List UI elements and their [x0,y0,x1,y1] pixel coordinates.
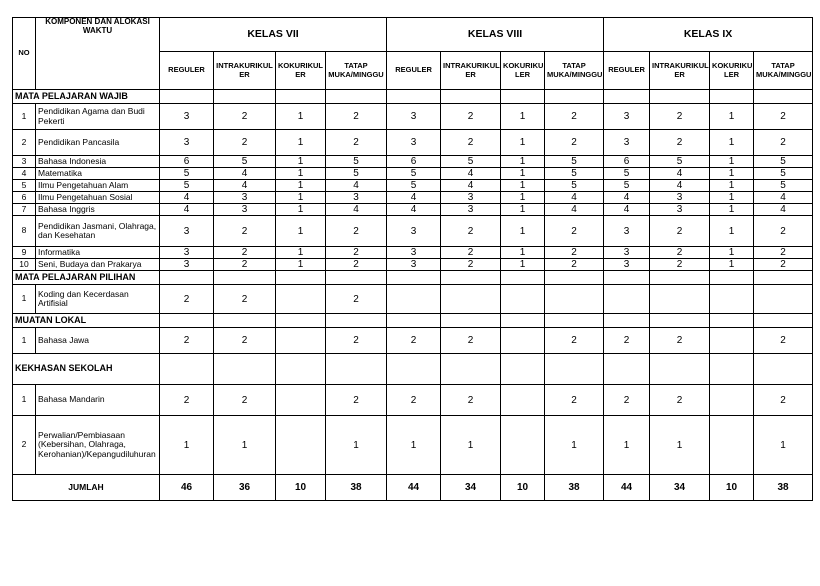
hours-cell: 3 [387,130,441,156]
row-number: 4 [13,168,36,180]
header-sub-1: INTRAKURIKUL ER [214,52,276,90]
header-kelas-viii: KELAS VIII [387,18,604,52]
header-komponen: KOMPONEN DAN ALOKASI WAKTU [36,18,160,90]
section-empty-cell [214,90,276,104]
section-empty-cell [710,354,754,385]
section-empty-cell [604,314,650,328]
total-label: JUMLAH [13,475,160,501]
hours-cell: 2 [754,328,813,354]
hours-cell: 1 [501,216,545,247]
hours-cell [710,385,754,416]
hours-cell: 4 [326,180,387,192]
hours-cell: 2 [326,216,387,247]
subject-name: Bahasa Inggris [36,204,160,216]
hours-cell: 1 [545,416,604,475]
hours-cell: 1 [710,180,754,192]
hours-cell [501,416,545,475]
hours-cell: 1 [501,247,545,259]
table-row [13,247,813,259]
subject-name: Bahasa Mandarin [36,385,160,416]
hours-cell: 2 [650,104,710,130]
hours-cell: 3 [650,192,710,204]
section-label: MATA PELAJARAN WAJIB [13,90,160,104]
section-empty-cell [160,90,214,104]
row-number: 10 [13,259,36,271]
total-cell: 36 [214,475,276,501]
section-empty-cell [710,271,754,285]
subject-name: Pendidikan Jasmani, Olahraga, dan Kesehatan [36,216,160,247]
table-row [13,259,813,271]
hours-cell: 2 [545,104,604,130]
table-row [13,168,813,180]
subject-name: Pendidikan Pancasila [36,130,160,156]
section-empty-cell [326,271,387,285]
hours-cell: 1 [710,259,754,271]
table-row [13,385,813,416]
hours-cell: 1 [276,104,326,130]
hours-cell: 5 [754,156,813,168]
header-no: NO [13,18,36,90]
hours-cell: 5 [545,168,604,180]
hours-cell: 2 [545,259,604,271]
hours-cell: 1 [501,168,545,180]
hours-cell: 3 [650,204,710,216]
section-empty-cell [160,354,214,385]
total-cell: 34 [650,475,710,501]
curriculum-table [12,17,813,501]
hours-cell: 1 [710,192,754,204]
hours-cell: 4 [326,204,387,216]
row-number: 1 [13,104,36,130]
section-empty-cell [650,271,710,285]
hours-cell: 3 [214,192,276,204]
hours-cell: 2 [214,285,276,314]
section-row [13,90,813,104]
hours-cell: 2 [214,130,276,156]
section-empty-cell [160,314,214,328]
hours-cell: 2 [160,285,214,314]
section-empty-cell [214,314,276,328]
row-number: 1 [13,385,36,416]
section-empty-cell [387,314,441,328]
section-empty-cell [501,90,545,104]
section-empty-cell [387,354,441,385]
section-row [13,314,813,328]
hours-cell: 2 [545,247,604,259]
hours-cell [441,285,501,314]
section-empty-cell [545,271,604,285]
hours-cell: 6 [604,156,650,168]
hours-cell [276,328,326,354]
section-empty-cell [754,271,813,285]
header-sub-3: TATAP MUKA/MINGGU [326,52,387,90]
total-cell: 10 [276,475,326,501]
hours-cell [650,285,710,314]
hours-cell: 1 [710,247,754,259]
hours-cell: 2 [326,130,387,156]
subject-name: Informatika [36,247,160,259]
hours-cell: 3 [387,259,441,271]
hours-cell: 2 [214,385,276,416]
hours-cell: 5 [326,168,387,180]
hours-cell: 2 [326,104,387,130]
table-row [13,192,813,204]
header-sub-9: INTRAKURIKUL ER [650,52,710,90]
row-number: 9 [13,247,36,259]
hours-cell: 4 [160,192,214,204]
hours-cell: 3 [441,192,501,204]
table-row [13,180,813,192]
hours-cell [710,416,754,475]
hours-cell: 5 [545,180,604,192]
hours-cell: 2 [326,328,387,354]
header-sub-0: REGULER [160,52,214,90]
hours-cell: 2 [545,385,604,416]
hours-cell: 2 [214,104,276,130]
subject-name: Ilmu Pengetahuan Sosial [36,192,160,204]
header-sub-4: REGULER [387,52,441,90]
row-number: 3 [13,156,36,168]
hours-cell: 3 [387,247,441,259]
header-kelas-ix: KELAS IX [604,18,813,52]
header-sub-2: KOKURIKUL ER [276,52,326,90]
row-number: 2 [13,416,36,475]
hours-cell: 1 [160,416,214,475]
header-sub-5: INTRAKURIKUL ER [441,52,501,90]
hours-cell: 2 [604,385,650,416]
hours-cell: 2 [326,259,387,271]
hours-cell: 3 [604,130,650,156]
hours-cell: 2 [754,130,813,156]
section-empty-cell [387,271,441,285]
hours-cell: 4 [545,204,604,216]
hours-cell: 2 [160,328,214,354]
row-number: 8 [13,216,36,247]
section-label: MATA PELAJARAN PILIHAN [13,271,160,285]
hours-cell: 3 [604,216,650,247]
hours-cell: 1 [276,216,326,247]
row-number: 1 [13,328,36,354]
hours-cell: 1 [276,156,326,168]
table-row [13,104,813,130]
section-empty-cell [650,90,710,104]
hours-cell: 4 [387,204,441,216]
hours-cell: 2 [604,328,650,354]
section-empty-cell [326,90,387,104]
hours-cell: 3 [441,204,501,216]
hours-cell: 1 [501,130,545,156]
section-empty-cell [710,90,754,104]
hours-cell: 3 [160,259,214,271]
subject-name: Bahasa Indonesia [36,156,160,168]
header-kelas-vii: KELAS VII [160,18,387,52]
hours-cell [501,285,545,314]
total-cell: 38 [754,475,813,501]
hours-cell: 5 [326,156,387,168]
hours-cell: 2 [214,216,276,247]
hours-cell: 5 [754,168,813,180]
hours-cell: 2 [214,247,276,259]
header-sub-8: REGULER [604,52,650,90]
section-empty-cell [441,90,501,104]
total-cell: 34 [441,475,501,501]
hours-cell: 5 [387,168,441,180]
hours-cell: 5 [604,168,650,180]
hours-cell: 4 [160,204,214,216]
header-row-kelas [13,18,813,52]
section-empty-cell [214,271,276,285]
hours-cell: 1 [650,416,710,475]
hours-cell: 4 [650,180,710,192]
hours-cell: 2 [650,385,710,416]
hours-cell: 3 [326,192,387,204]
section-empty-cell [501,314,545,328]
hours-cell: 1 [710,204,754,216]
table-row [13,130,813,156]
hours-cell: 4 [650,168,710,180]
total-cell: 44 [604,475,650,501]
hours-cell: 1 [501,104,545,130]
section-row [13,354,813,385]
section-empty-cell [604,354,650,385]
section-empty-cell [545,354,604,385]
hours-cell: 2 [441,259,501,271]
subject-name: Perwalian/Pembiasaan (Kebersihan, Olahraga, Kerohanian)/Kepangudiluhuran [36,416,160,475]
hours-cell: 1 [604,416,650,475]
section-empty-cell [650,314,710,328]
hours-cell: 4 [387,192,441,204]
hours-cell: 2 [214,259,276,271]
hours-cell: 5 [160,168,214,180]
row-number: 5 [13,180,36,192]
row-number: 7 [13,204,36,216]
hours-cell: 2 [326,285,387,314]
hours-cell: 2 [441,104,501,130]
hours-cell: 1 [276,204,326,216]
subject-name: Pendidikan Agama dan Budi Pekerti [36,104,160,130]
section-label: KEKHASAN SEKOLAH [13,354,160,385]
hours-cell: 1 [710,104,754,130]
hours-cell [387,285,441,314]
section-empty-cell [710,314,754,328]
hours-cell: 1 [441,416,501,475]
hours-cell: 1 [276,168,326,180]
hours-cell: 2 [754,259,813,271]
hours-cell: 2 [650,328,710,354]
header-sub-10: KOKURIKU LER [710,52,754,90]
total-cell: 38 [545,475,604,501]
row-number: 1 [13,285,36,314]
section-empty-cell [214,354,276,385]
hours-cell: 2 [441,247,501,259]
total-cell: 38 [326,475,387,501]
hours-cell: 5 [160,180,214,192]
hours-cell: 3 [160,104,214,130]
total-row [13,475,813,501]
hours-cell: 2 [545,216,604,247]
hours-cell: 4 [754,192,813,204]
hours-cell: 2 [650,247,710,259]
hours-cell: 4 [754,204,813,216]
hours-cell: 2 [754,385,813,416]
hours-cell: 5 [441,156,501,168]
hours-cell: 3 [160,130,214,156]
section-empty-cell [326,314,387,328]
section-empty-cell [501,271,545,285]
hours-cell: 6 [160,156,214,168]
section-empty-cell [754,90,813,104]
hours-cell: 6 [387,156,441,168]
section-empty-cell [604,271,650,285]
hours-cell [501,328,545,354]
hours-cell: 2 [214,328,276,354]
section-empty-cell [441,354,501,385]
hours-cell: 1 [276,130,326,156]
hours-cell [276,385,326,416]
row-number: 2 [13,130,36,156]
hours-cell: 3 [160,247,214,259]
hours-cell: 1 [710,130,754,156]
hours-cell: 2 [650,216,710,247]
hours-cell [754,285,813,314]
hours-cell: 4 [441,168,501,180]
hours-cell: 1 [276,247,326,259]
hours-cell [710,328,754,354]
hours-cell: 1 [710,156,754,168]
hours-cell: 5 [545,156,604,168]
hours-cell: 1 [214,416,276,475]
hours-cell [545,285,604,314]
section-empty-cell [754,354,813,385]
hours-cell: 2 [545,130,604,156]
hours-cell: 2 [441,130,501,156]
table-row [13,416,813,475]
section-empty-cell [326,354,387,385]
section-empty-cell [650,354,710,385]
section-empty-cell [604,90,650,104]
section-empty-cell [545,314,604,328]
subject-name: Koding dan Kecerdasan Artifisial [36,285,160,314]
hours-cell: 4 [214,168,276,180]
hours-cell: 4 [441,180,501,192]
hours-cell: 1 [501,180,545,192]
section-empty-cell [276,314,326,328]
section-empty-cell [441,314,501,328]
hours-cell: 5 [754,180,813,192]
hours-cell: 2 [650,259,710,271]
hours-cell: 1 [501,204,545,216]
section-label: MUATAN LOKAL [13,314,160,328]
section-empty-cell [276,271,326,285]
total-cell: 46 [160,475,214,501]
header-sub-6: KOKURIKU LER [501,52,545,90]
hours-cell [501,385,545,416]
hours-cell: 1 [276,180,326,192]
hours-cell [276,285,326,314]
header-sub-7: TATAP MUKA/MINGGU [545,52,604,90]
hours-cell: 5 [387,180,441,192]
table-row [13,204,813,216]
hours-cell: 2 [387,328,441,354]
hours-cell: 2 [754,216,813,247]
hours-cell: 5 [604,180,650,192]
hours-cell: 1 [710,216,754,247]
hours-cell: 2 [754,104,813,130]
subject-name: Bahasa Jawa [36,328,160,354]
hours-cell: 1 [501,259,545,271]
section-empty-cell [754,314,813,328]
hours-cell: 1 [387,416,441,475]
table-row [13,285,813,314]
subject-name: Matematika [36,168,160,180]
hours-cell: 1 [276,192,326,204]
hours-cell: 2 [326,247,387,259]
section-empty-cell [545,90,604,104]
hours-cell: 2 [441,216,501,247]
table-row [13,216,813,247]
hours-cell: 2 [754,247,813,259]
hours-cell [276,416,326,475]
table-row [13,328,813,354]
subject-name: Ilmu Pengetahuan Alam [36,180,160,192]
hours-cell: 3 [387,216,441,247]
hours-cell: 3 [604,104,650,130]
hours-cell [604,285,650,314]
section-empty-cell [276,90,326,104]
total-cell: 10 [710,475,754,501]
hours-cell: 3 [160,216,214,247]
subject-name: Seni, Budaya dan Prakarya [36,259,160,271]
hours-cell: 2 [545,328,604,354]
section-empty-cell [160,271,214,285]
hours-cell: 4 [604,204,650,216]
hours-cell: 1 [276,259,326,271]
hours-cell: 3 [604,259,650,271]
row-number: 6 [13,192,36,204]
hours-cell: 2 [387,385,441,416]
header-sub-11: TATAP MUKA/MINGGU [754,52,813,90]
total-cell: 10 [501,475,545,501]
hours-cell: 4 [604,192,650,204]
hours-cell: 1 [501,156,545,168]
total-cell: 44 [387,475,441,501]
section-empty-cell [276,354,326,385]
hours-cell: 1 [326,416,387,475]
hours-cell: 2 [160,385,214,416]
hours-cell: 2 [441,385,501,416]
hours-cell: 5 [650,156,710,168]
section-empty-cell [441,271,501,285]
section-row [13,271,813,285]
hours-cell: 3 [214,204,276,216]
hours-cell: 2 [650,130,710,156]
hours-cell: 1 [754,416,813,475]
hours-cell [710,285,754,314]
section-empty-cell [501,354,545,385]
hours-cell: 3 [387,104,441,130]
hours-cell: 1 [710,168,754,180]
hours-cell: 1 [501,192,545,204]
section-empty-cell [387,90,441,104]
hours-cell: 2 [326,385,387,416]
hours-cell: 5 [214,156,276,168]
hours-cell: 4 [545,192,604,204]
table-row [13,156,813,168]
hours-cell: 2 [441,328,501,354]
hours-cell: 3 [604,247,650,259]
hours-cell: 4 [214,180,276,192]
